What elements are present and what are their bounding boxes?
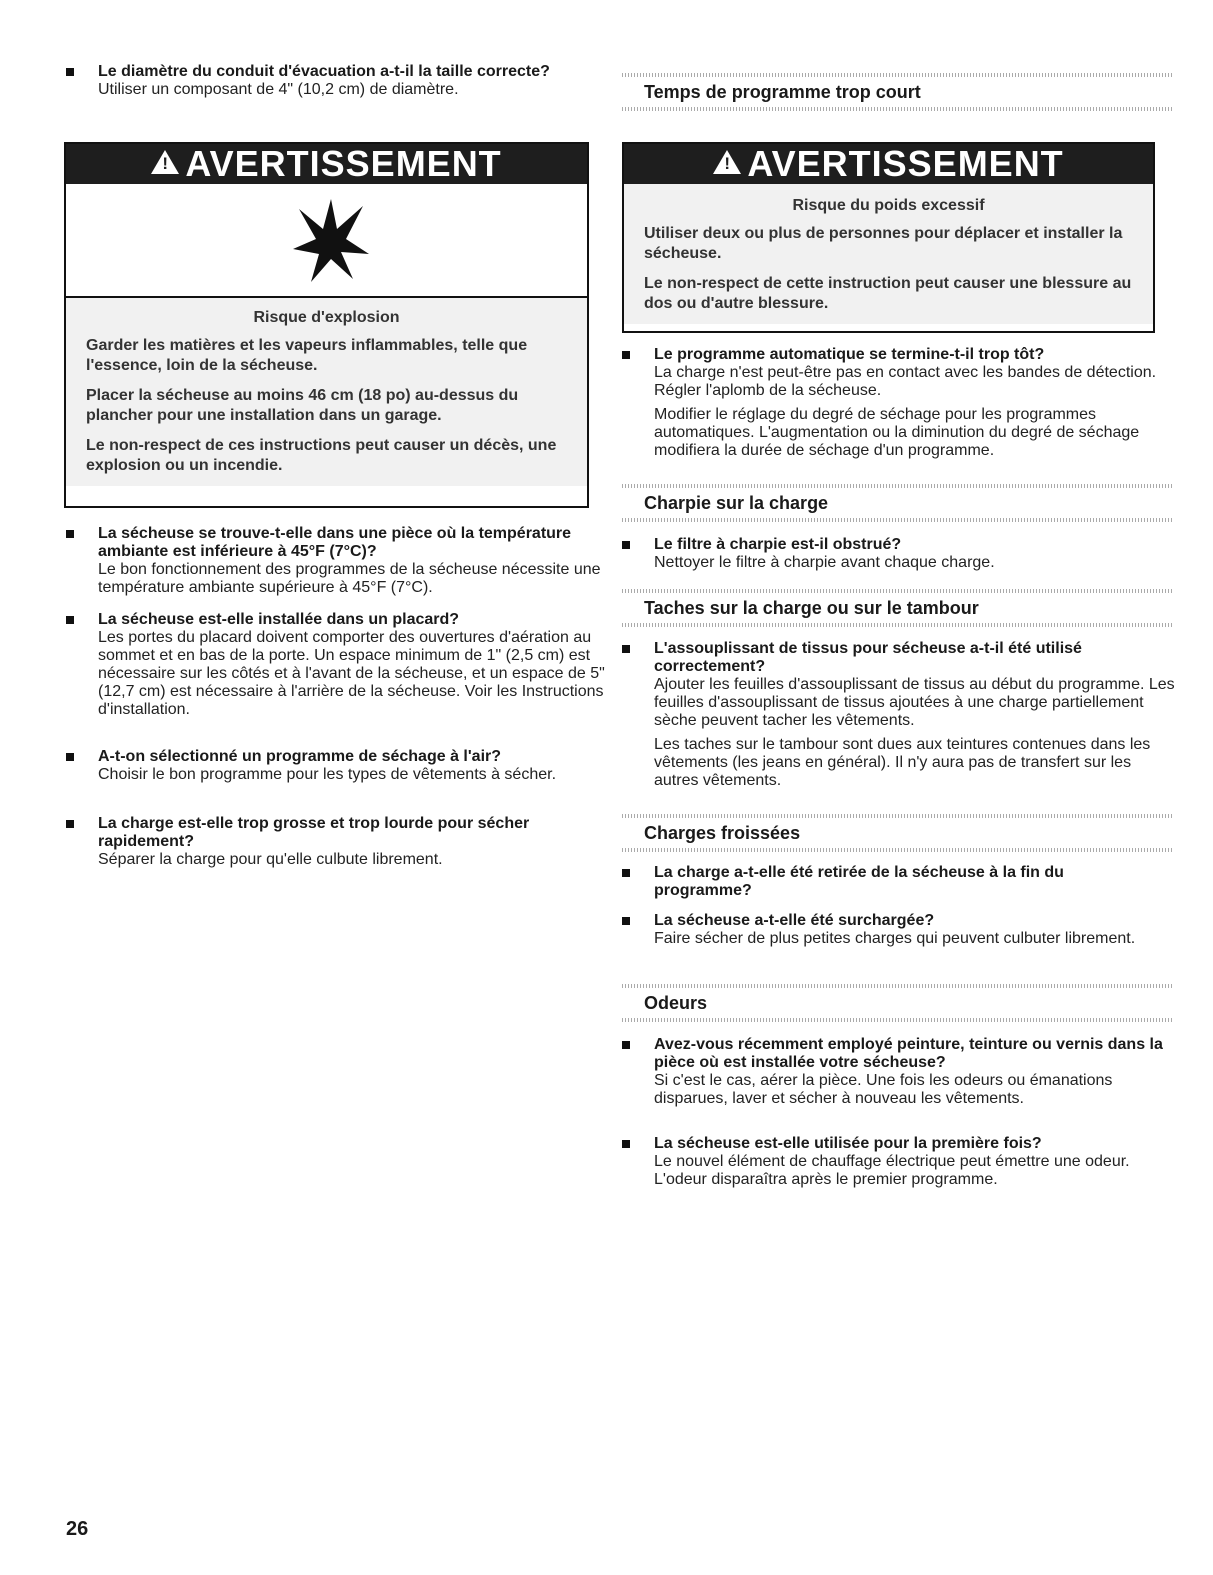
warning-triangle-icon bbox=[713, 150, 741, 174]
answer: La charge n'est peut-être pas en contact avec les bandes de détection. Régler l'aplomb de la sécheuse. bbox=[654, 364, 1157, 399]
section-heading-stains: Taches sur la charge ou sur le tambour bbox=[622, 595, 1174, 621]
answer: Séparer la charge pour qu'elle culbute librement. bbox=[98, 851, 443, 868]
bullet-icon bbox=[66, 753, 74, 761]
warning-text-3: Le non-respect de ces instructions peut causer un décès, une explosion ou un incendie. bbox=[86, 437, 557, 474]
warning-text-1: Garder les matières et les vapeurs inflammables, telle que l'essence, loin de la sécheuse. bbox=[86, 337, 528, 374]
item-duct-diameter bbox=[66, 63, 598, 99]
warning-header: !AVERTISSEMENT bbox=[624, 144, 1153, 184]
answer: Ajouter les feuilles d'assouplissant de tissus au début du programme. Les feuilles d'assouplissant de tissus ajoutées à une charge partiellement sèche peuvent tacher les vêtements. bbox=[654, 676, 1175, 729]
section-heading-wrinkles: Charges froissées bbox=[622, 820, 1174, 846]
item-lint-filter bbox=[622, 536, 1174, 572]
bullet-icon bbox=[622, 1041, 630, 1049]
answer: Le bon fonctionnement des programmes de la sécheuse nécessite une température ambiante supérieure à 45°F (7°C). bbox=[98, 561, 601, 596]
item-fabric-softener bbox=[622, 640, 1179, 790]
question: La sécheuse est-elle utilisée pour la première fois? bbox=[654, 1135, 1042, 1152]
question: La charge est-elle trop grosse et trop lourde pour sécher rapidement? bbox=[98, 815, 530, 850]
bullet-icon bbox=[622, 869, 630, 877]
item-first-use bbox=[622, 1135, 1174, 1189]
answer: Le nouvel élément de chauffage électrique peut émettre une odeur. L'odeur disparaîtra après le premier programme. bbox=[654, 1153, 1130, 1188]
bullet-icon bbox=[622, 917, 630, 925]
question: Le diamètre du conduit d'évacuation a-t-il la taille correcte? bbox=[98, 63, 550, 80]
bullet-icon bbox=[66, 616, 74, 624]
answer: Les portes du placard doivent comporter des ouvertures d'aération au sommet et en bas de la porte. Un espace minimum de 1" (2,5 cm) est nécessaire sur les côtés et à l'avant de la sécheuse, et un espace de 5" (12,7 cm) est nécessaire à l'arrière de la sécheuse. Voir les Instructions d'installation. bbox=[98, 629, 605, 718]
question: A-t-on sélectionné un programme de séchage à l'air? bbox=[98, 748, 502, 765]
answer: Si c'est le cas, aérer la pièce. Une fois les odeurs ou émanations disparues, laver et sécher à nouveau les vêtements. bbox=[654, 1072, 1113, 1107]
bullet-icon bbox=[66, 530, 74, 538]
weight-warning-box bbox=[622, 142, 1155, 333]
item-load-size bbox=[66, 815, 623, 869]
answer-detail: Modifier le réglage du degré de séchage pour les programmes automatiques. L'augmentation ou la diminution du degré de séchage modifiera la durée de séchage d'un programme. bbox=[654, 406, 1140, 459]
explosion-icon-area bbox=[66, 184, 587, 298]
answer: Faire sécher de plus petites charges qui peuvent culbuter librement. bbox=[654, 930, 1136, 947]
question: Le filtre à charpie est-il obstrué? bbox=[654, 536, 902, 553]
question: La sécheuse se trouve-t-elle dans une pièce où la température ambiante est inférieure à 45°F (7°C)? bbox=[98, 525, 572, 560]
question: L'assouplissant de tissus pour sécheuse a-t-il été utilisé correctement? bbox=[654, 640, 1082, 675]
warning-text-2: Placer la sécheuse au moins 46 cm (18 po) au-dessus du plancher pour une installation dans un garage. bbox=[86, 387, 519, 424]
item-load-removed bbox=[622, 864, 1164, 900]
item-room-temperature bbox=[66, 525, 623, 597]
risk-title: Risque d'explosion bbox=[253, 309, 400, 326]
item-closet bbox=[66, 611, 618, 719]
bullet-icon bbox=[66, 820, 74, 828]
question: Avez-vous récemment employé peinture, teinture ou vernis dans la pièce où est installée votre sécheuse? bbox=[654, 1036, 1163, 1071]
item-auto-cycle bbox=[622, 346, 1174, 460]
section-heading-short-cycle: Temps de programme trop court bbox=[622, 79, 1174, 105]
warning-header: !AVERTISSEMENT bbox=[66, 144, 587, 184]
answer: Choisir le bon programme pour les types de vêtements à sécher. bbox=[98, 766, 557, 783]
warning-body bbox=[624, 184, 1153, 324]
bullet-icon bbox=[622, 541, 630, 549]
answer: Utiliser un composant de 4" (10,2 cm) de diamètre. bbox=[98, 81, 459, 98]
explosion-warning-box bbox=[64, 142, 589, 508]
question: La sécheuse est-elle installée dans un placard? bbox=[98, 611, 460, 628]
question: Le programme automatique se termine-t-il trop tôt? bbox=[654, 346, 1045, 363]
risk-title: Risque du poids excessif bbox=[792, 197, 985, 214]
question: La charge a-t-elle été retirée de la sécheuse à la fin du programme? bbox=[654, 864, 1064, 899]
item-paint-fumes bbox=[622, 1036, 1164, 1108]
warning-body bbox=[66, 298, 587, 486]
bullet-icon bbox=[622, 645, 630, 653]
answer-detail: Les taches sur le tambour sont dues aux teintures contenues dans les vêtements (les jeans en général). Il n'y aura pas de transfert sur les autres vêtements. bbox=[654, 736, 1151, 789]
item-air-dry bbox=[66, 748, 618, 784]
warning-text-2: Le non-respect de cette instruction peut causer une blessure au dos ou d'autre blessure. bbox=[644, 275, 1132, 312]
warning-text-1: Utiliser deux ou plus de personnes pour déplacer et installer la sécheuse. bbox=[644, 225, 1123, 262]
section-heading-lint: Charpie sur la charge bbox=[622, 490, 1174, 516]
warning-triangle-icon bbox=[151, 150, 179, 174]
bullet-icon bbox=[622, 351, 630, 359]
bullet-icon bbox=[66, 68, 74, 76]
section-heading-odors: Odeurs bbox=[622, 990, 1174, 1016]
explosion-icon bbox=[291, 194, 371, 284]
bullet-icon bbox=[622, 1140, 630, 1148]
answer: Nettoyer le filtre à charpie avant chaque charge. bbox=[654, 554, 995, 571]
item-overloaded bbox=[622, 912, 1164, 948]
question: La sécheuse a-t-elle été surchargée? bbox=[654, 912, 935, 929]
page-number: 26 bbox=[66, 1518, 89, 1540]
